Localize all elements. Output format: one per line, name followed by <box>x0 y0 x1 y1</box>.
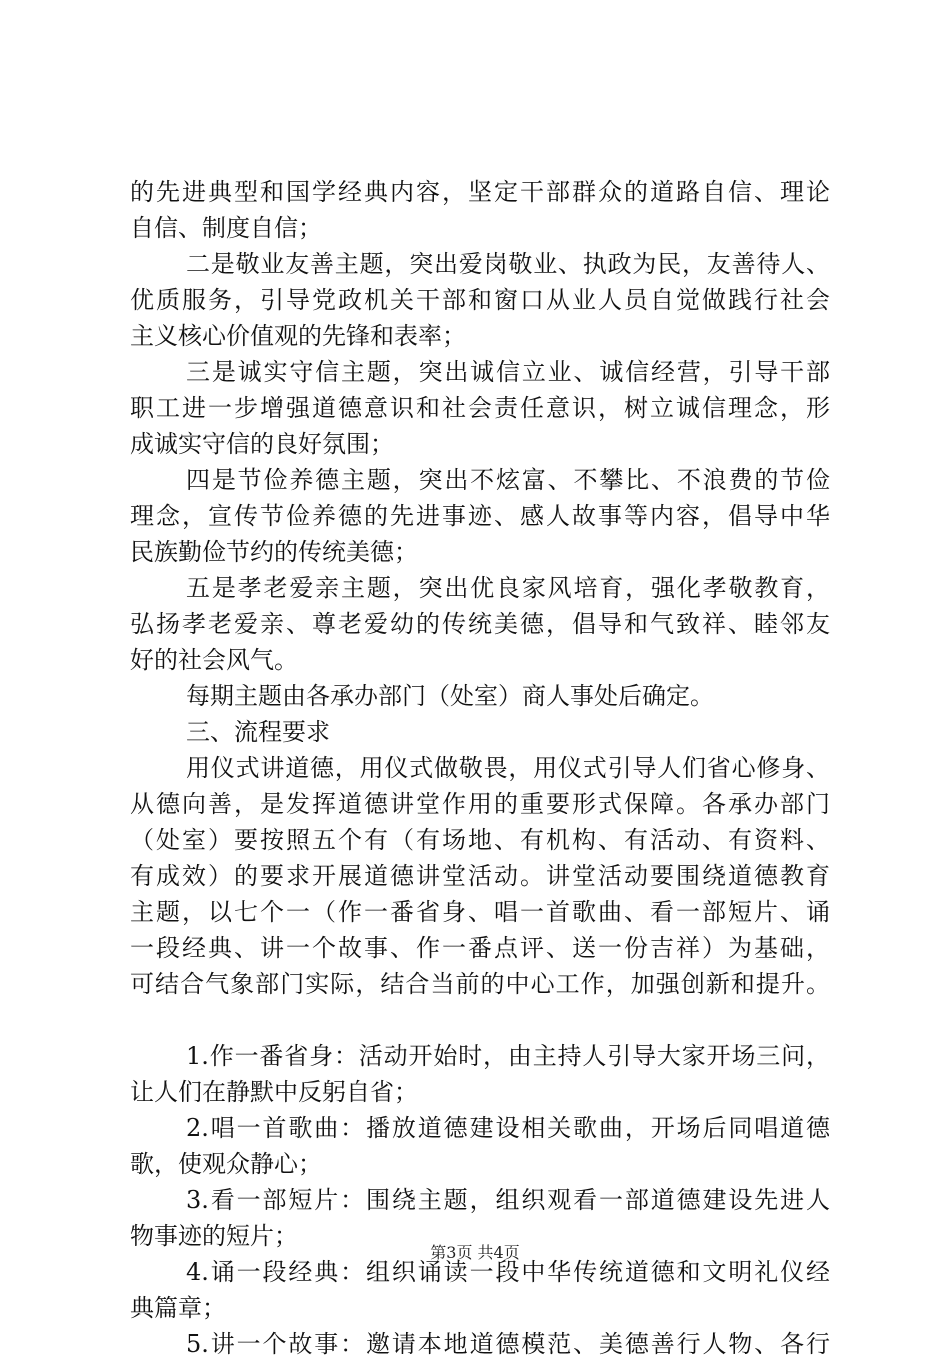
list-item: 4.诵一段经典：组织诵读一段中华传统道德和文明礼仪经 <box>186 1258 830 1286</box>
body-line: 每期主题由各承办部门（处室）商人事处后确定。 <box>186 682 714 710</box>
body-line: 四是节俭养德主题，突出不炫富、不攀比、不浪费的节俭 <box>186 466 830 494</box>
list-item: 3.看一部短片：围绕主题，组织观看一部道德建设先进人 <box>186 1186 830 1214</box>
body-line: 有成效）的要求开展道德讲堂活动。讲堂活动要围绕道德教育 <box>130 862 830 890</box>
body-line: 弘扬孝老爱亲、尊老爱幼的传统美德，倡导和气致祥、睦邻友 <box>130 610 830 638</box>
paragraph-gap <box>130 1002 830 1038</box>
body-line: 从德向善，是发挥道德讲堂作用的重要形式保障。各承办部门 <box>130 790 830 818</box>
body-line: 五是孝老爱亲主题，突出优良家风培育，强化孝敬教育， <box>186 574 830 602</box>
body-line: （处室）要按照五个有（有场地、有机构、有活动、有资料、 <box>130 826 830 854</box>
body-line: 的先进典型和国学经典内容，坚定干部群众的道路自信、理论 <box>130 178 830 206</box>
list-item-continuation: 典篇章； <box>130 1294 226 1322</box>
body-line: 可结合气象部门实际，结合当前的中心工作，加强创新和提升。 <box>130 970 830 998</box>
list-item: 5.讲一个故事：邀请本地道德模范、美德善行人物、各行 <box>186 1330 830 1358</box>
body-line: 民族勤俭节约的传统美德； <box>130 538 418 566</box>
list-item-continuation: 歌，使观众静心； <box>130 1150 322 1178</box>
body-line: 三是诚实守信主题，突出诚信立业、诚信经营，引导干部 <box>186 358 830 386</box>
body-line: 好的社会风气。 <box>130 646 298 674</box>
body-line: 优质服务，引导党政机关干部和窗口从业人员自觉做践行社会 <box>130 286 830 314</box>
list-item: 2.唱一首歌曲：播放道德建设相关歌曲，开场后同唱道德 <box>186 1114 830 1142</box>
body-line: 理念，宣传节俭养德的先进事迹、感人故事等内容，倡导中华 <box>130 502 830 530</box>
section-heading: 三、流程要求 <box>186 718 330 746</box>
body-line: 主题，以七个一（作一番省身、唱一首歌曲、看一部短片、诵 <box>130 898 830 926</box>
body-line: 成诚实守信的良好氛围； <box>130 430 394 458</box>
body-line: 主义核心价值观的先锋和表率； <box>130 322 466 350</box>
body-line: 自信、制度自信； <box>130 214 322 242</box>
body-line: 职工进一步增强道德意识和社会责任意识，树立诚信理念，形 <box>130 394 830 422</box>
body-text <box>130 174 830 1362</box>
list-item-continuation: 物事迹的短片； <box>130 1222 298 1250</box>
body-line: 用仪式讲道德，用仪式做敬畏，用仪式引导人们省心修身、 <box>186 754 830 782</box>
body-line: 二是敬业友善主题，突出爱岗敬业、执政为民，友善待人、 <box>186 250 830 278</box>
page-number-footer: 第3页 共4页 <box>430 1243 520 1262</box>
list-item-continuation: 让人们在静默中反躬自省； <box>130 1078 418 1106</box>
list-item: 1.作一番省身：活动开始时，由主持人引导大家开场三问， <box>186 1042 830 1070</box>
body-line: 一段经典、讲一个故事、作一番点评、送一份吉祥）为基础， <box>130 934 830 962</box>
